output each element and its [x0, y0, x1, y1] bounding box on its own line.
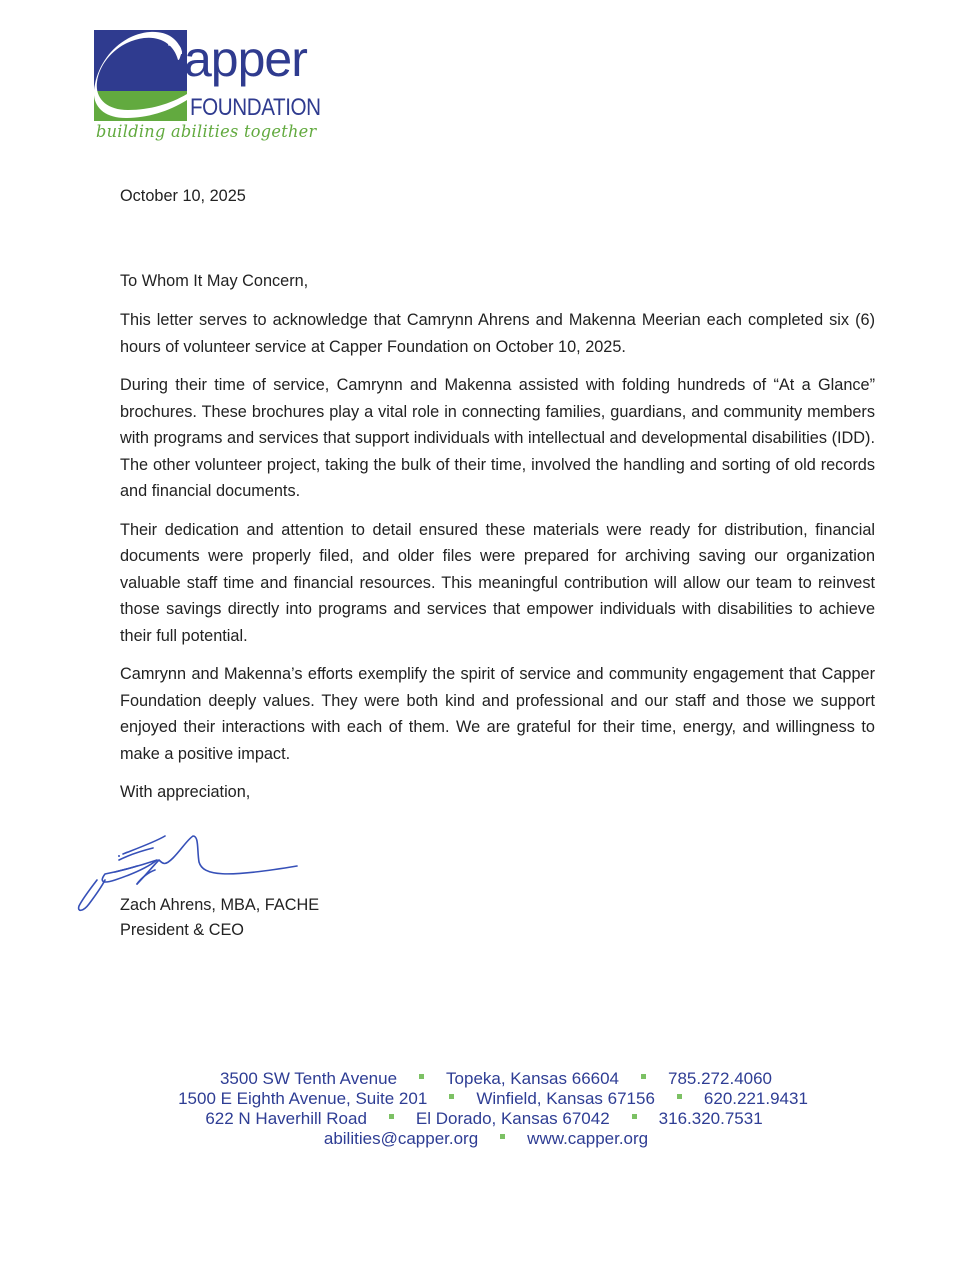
- separator-bullet-icon: [677, 1094, 682, 1099]
- logo-brand-name: apper: [184, 31, 307, 87]
- letter-paragraph-1: This letter serves to acknowledge that Camrynn Ahrens and Makenna Meerian each completed six (6) hours of volunteer service at Capper Foundation on October 10, 2025.: [120, 311, 875, 356]
- logo-brand-subtitle: FOUNDATION: [190, 94, 321, 121]
- letter-closing: With appreciation,: [120, 783, 251, 801]
- letter-date: October 10, 2025: [120, 187, 246, 205]
- footer-city: Topeka, Kansas 66604: [446, 1069, 620, 1088]
- logo-mark: [94, 30, 187, 121]
- logo-tagline: building abilities together: [96, 122, 317, 142]
- footer-website[interactable]: www.capper.org: [527, 1129, 649, 1148]
- capper-c-swoosh-icon: [94, 30, 187, 121]
- footer-email[interactable]: abilities@capper.org: [323, 1129, 479, 1148]
- separator-bullet-icon: [641, 1074, 646, 1079]
- capper-foundation-logo: [94, 30, 334, 148]
- signer-title: President & CEO: [120, 921, 244, 939]
- separator-bullet-icon: [500, 1134, 505, 1139]
- footer-phone: 620.221.9431: [703, 1089, 808, 1108]
- footer-phone: 316.320.7531: [658, 1109, 763, 1128]
- letter-paragraph-3: Their dedication and attention to detail ensured these materials were ready for distribution, financial documents were properly filed, and older files were prepared for archiving saving our organization valuable staff time and financial resources. This meaningful contribution will allow our team to reinvest those savings directly into programs and services that empower individuals with disabilities to achieve their full potential.: [120, 520, 875, 645]
- footer-city: El Dorado, Kansas 67042: [415, 1109, 610, 1128]
- footer-address: 1500 E Eighth Avenue, Suite 201: [178, 1089, 428, 1108]
- letterhead-footer: [0, 1069, 976, 1149]
- footer-contact: [0, 1129, 976, 1149]
- footer-address: 622 N Haverhill Road: [205, 1109, 367, 1128]
- footer-location-el-dorado: [0, 1109, 976, 1129]
- footer-phone: 785.272.4060: [668, 1069, 773, 1088]
- separator-bullet-icon: [389, 1114, 394, 1119]
- letter-salutation: To Whom It May Concern,: [120, 271, 309, 290]
- letter-paragraph-2: During their time of service, Camrynn and Makenna assisted with folding hundreds of “At a Glance” brochures. These brochures play a vital role in connecting families, guardians, and community members with programs and services that support individuals with intellectual and developmental disabilities (IDD). The other volunteer project, taking the bulk of their time, involved the handling and sorting of old records and financial documents.: [120, 376, 875, 500]
- separator-bullet-icon: [449, 1094, 454, 1099]
- separator-bullet-icon: [419, 1074, 424, 1079]
- footer-address: 3500 SW Tenth Avenue: [219, 1069, 398, 1088]
- separator-bullet-icon: [632, 1114, 637, 1119]
- letter-body: [120, 183, 875, 806]
- footer-location-winfield: [10, 1089, 976, 1109]
- signer-block: [120, 893, 319, 943]
- footer-city: Winfield, Kansas 67156: [476, 1089, 655, 1108]
- footer-location-topeka: [16, 1069, 976, 1089]
- signer-name: Zach Ahrens, MBA, FACHE: [120, 896, 320, 914]
- letter-paragraph-4: Camrynn and Makenna’s efforts exemplify the spirit of service and community engagement that Capper Foundation deeply values. They were both kind and professional and our staff and those we support enjoyed their interactions with each of them. We are grateful for their time, energy, and willingness to make a positive impact.: [120, 665, 875, 763]
